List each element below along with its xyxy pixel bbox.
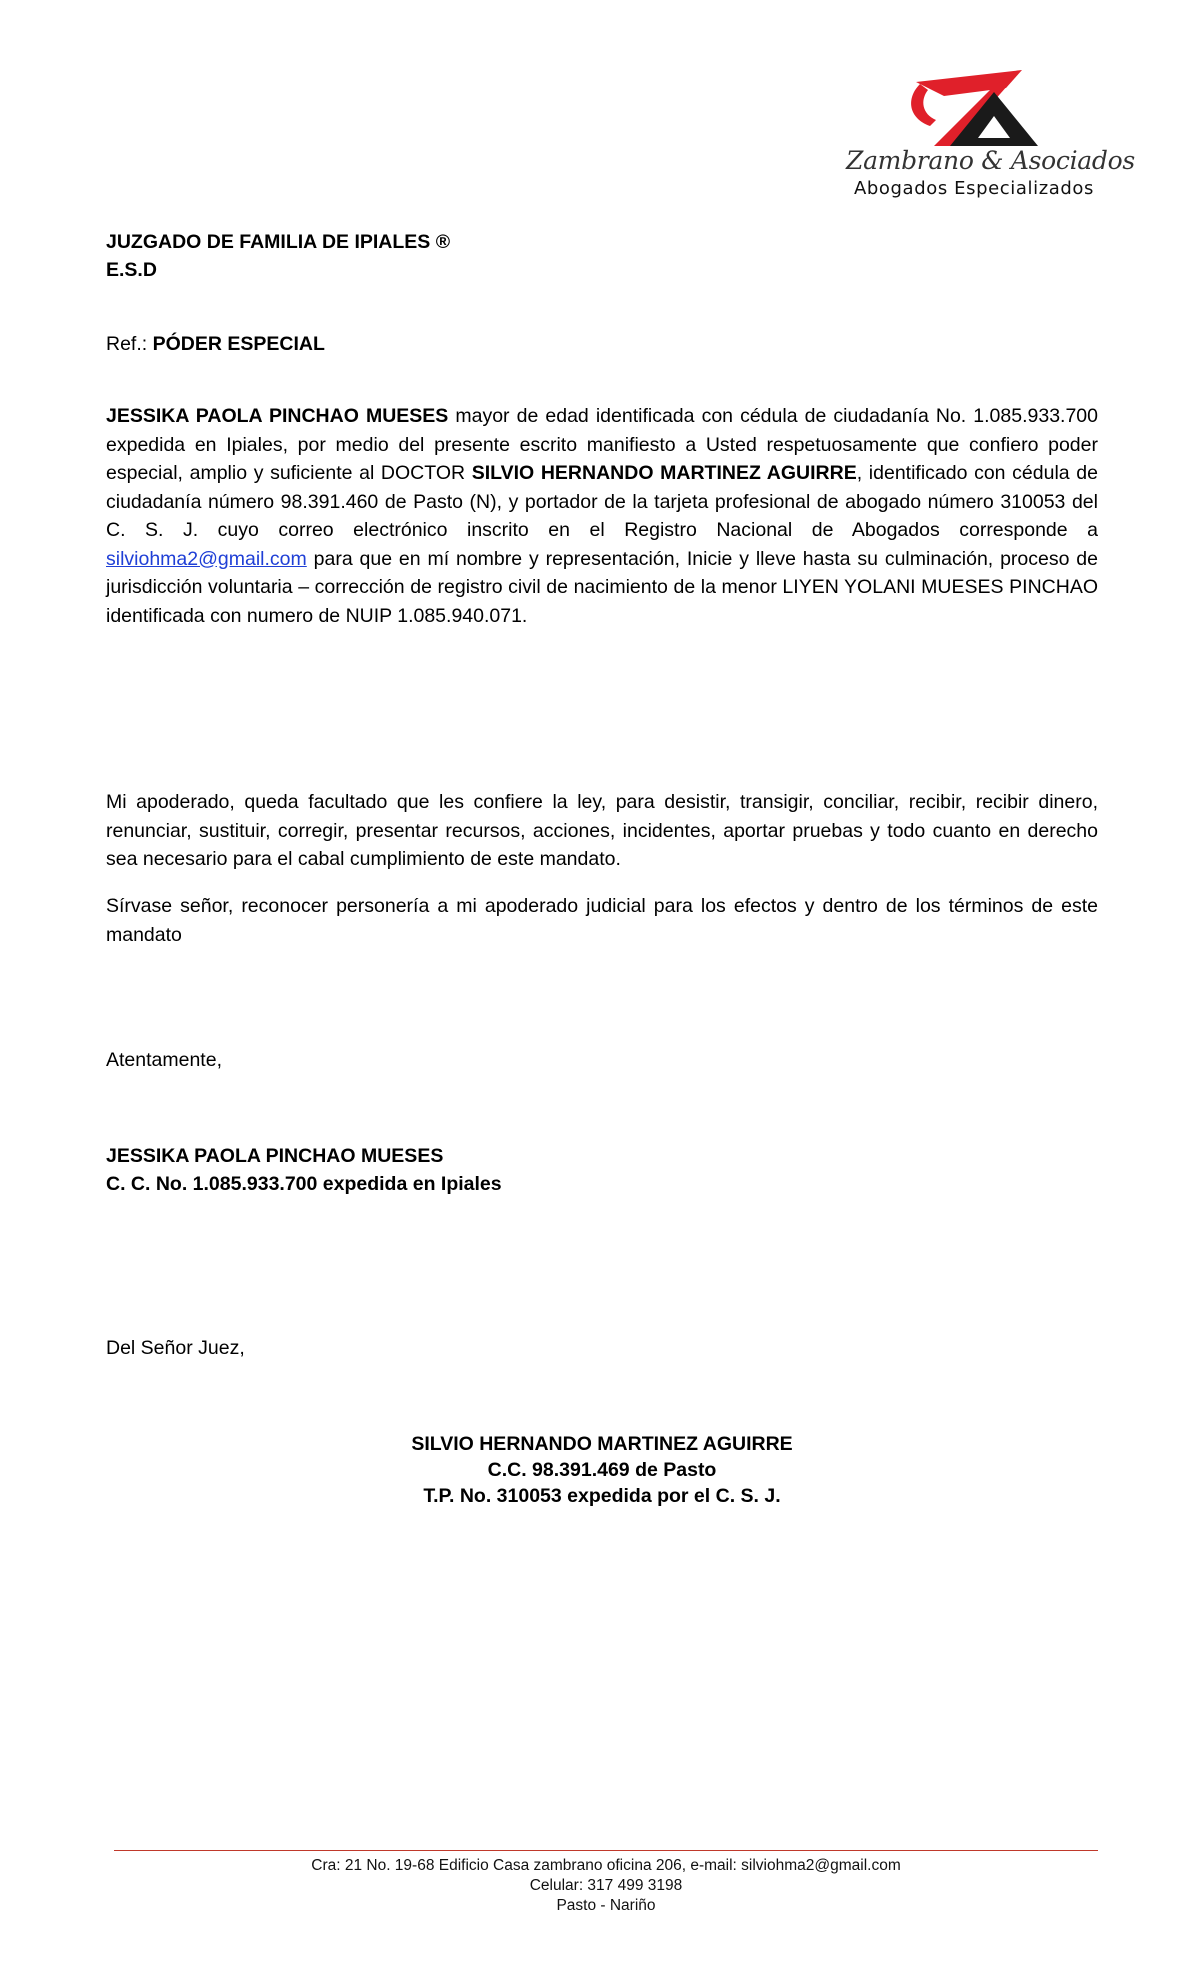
firm-logo-mark xyxy=(846,66,1102,148)
paragraph-text-3: para que en mí nombre y representación, Inicie y lleve hasta su culminación, proceso de jurisdicción voluntaria – corrección de registro civil de nacimiento de la menor LIYEN YOLANI MUESES PINCHAO identificada con numero de NUIP 1.085.940.071. xyxy=(106,547,1098,627)
attorney-acceptance-block xyxy=(106,1431,1098,1509)
attorney-name: SILVIO HERNANDO MARTINEZ AGUIRRE xyxy=(411,1433,793,1455)
court-name: JUZGADO DE FAMILIA DE IPIALES ® xyxy=(106,231,451,253)
attorney-id: C.C. 98.391.469 de Pasto xyxy=(487,1459,717,1481)
request-paragraph: Sírvase señor, reconocer personería a mi apoderado judicial para los efectos y dentro de los términos de este mandato xyxy=(106,895,1098,946)
grantor-signature-block xyxy=(106,1142,1098,1198)
firm-subtitle: Abogados Especializados xyxy=(853,178,1095,199)
firm-name: Zambrano & Asociados xyxy=(846,146,1135,175)
footer-city: Pasto - Nariño xyxy=(556,1897,656,1914)
faculties-paragraph: Mi apoderado, queda facultado que les confiere la ley, para desistir, transigir, conciliar, recibir, recibir dinero, renunciar, sustituir, corregir, presentar recursos, acciones, incidentes, aportar pruebas y todo cuanto en derecho sea necesario para el cabal cumplimiento de este mandato. xyxy=(106,791,1098,870)
judge-salutation: Del Señor Juez, xyxy=(106,1337,245,1359)
reference-value: PÓDER ESPECIAL xyxy=(152,333,325,355)
attorney-email-link[interactable]: silviohma2@gmail.com xyxy=(106,547,307,570)
reference-line xyxy=(106,330,1098,359)
paragraph-text-1: mayor de edad identificada con cédula de ciudadanía No. 1.085.933.700 expedida en Ipiales, por medio del presente escrito manifiesto a Usted respetuosamente que confiero poder especial, amplio y suficiente al DOCTOR xyxy=(106,405,1098,484)
paragraph-text-2: , identificado con cédula de ciudadanía número 98.391.460 de Pasto (N), y portador de la tarjeta profesional de abogado número 310053 del C. S. J. cuyo correo electrónico inscrito en el Registro Nacional de Abogados corresponde a xyxy=(106,462,1098,541)
reference-label: Ref.: xyxy=(106,333,148,355)
attorney-name-inline: SILVIO HERNANDO MARTINEZ AGUIRRE xyxy=(471,462,857,484)
footer-phone: Celular: 317 499 3198 xyxy=(529,1877,683,1894)
footer-divider xyxy=(114,1850,1098,1851)
signer-name: JESSIKA PAOLA PINCHAO MUESES xyxy=(106,1145,444,1167)
footer-address: Cra: 21 No. 19-68 Edificio Casa zambrano oficina 206, e-mail: silviohma2@gmail.com xyxy=(311,1857,901,1874)
page-footer xyxy=(114,1856,1098,1916)
attorney-professional-card: T.P. No. 310053 expedida por el C. S. J. xyxy=(423,1485,781,1507)
grantor-name: JESSIKA PAOLA PINCHAO MUESES xyxy=(106,405,449,427)
closing-salutation: Atentamente, xyxy=(106,1049,222,1071)
addressee-heading xyxy=(106,228,1098,284)
court-esd: E.S.D xyxy=(106,259,157,281)
firm-logo xyxy=(846,66,1135,206)
power-of-attorney-paragraph xyxy=(106,402,1098,630)
logo-swoosh-curl xyxy=(911,84,936,126)
signer-id: C. C. No. 1.085.933.700 expedida en Ipiales xyxy=(106,1173,502,1195)
